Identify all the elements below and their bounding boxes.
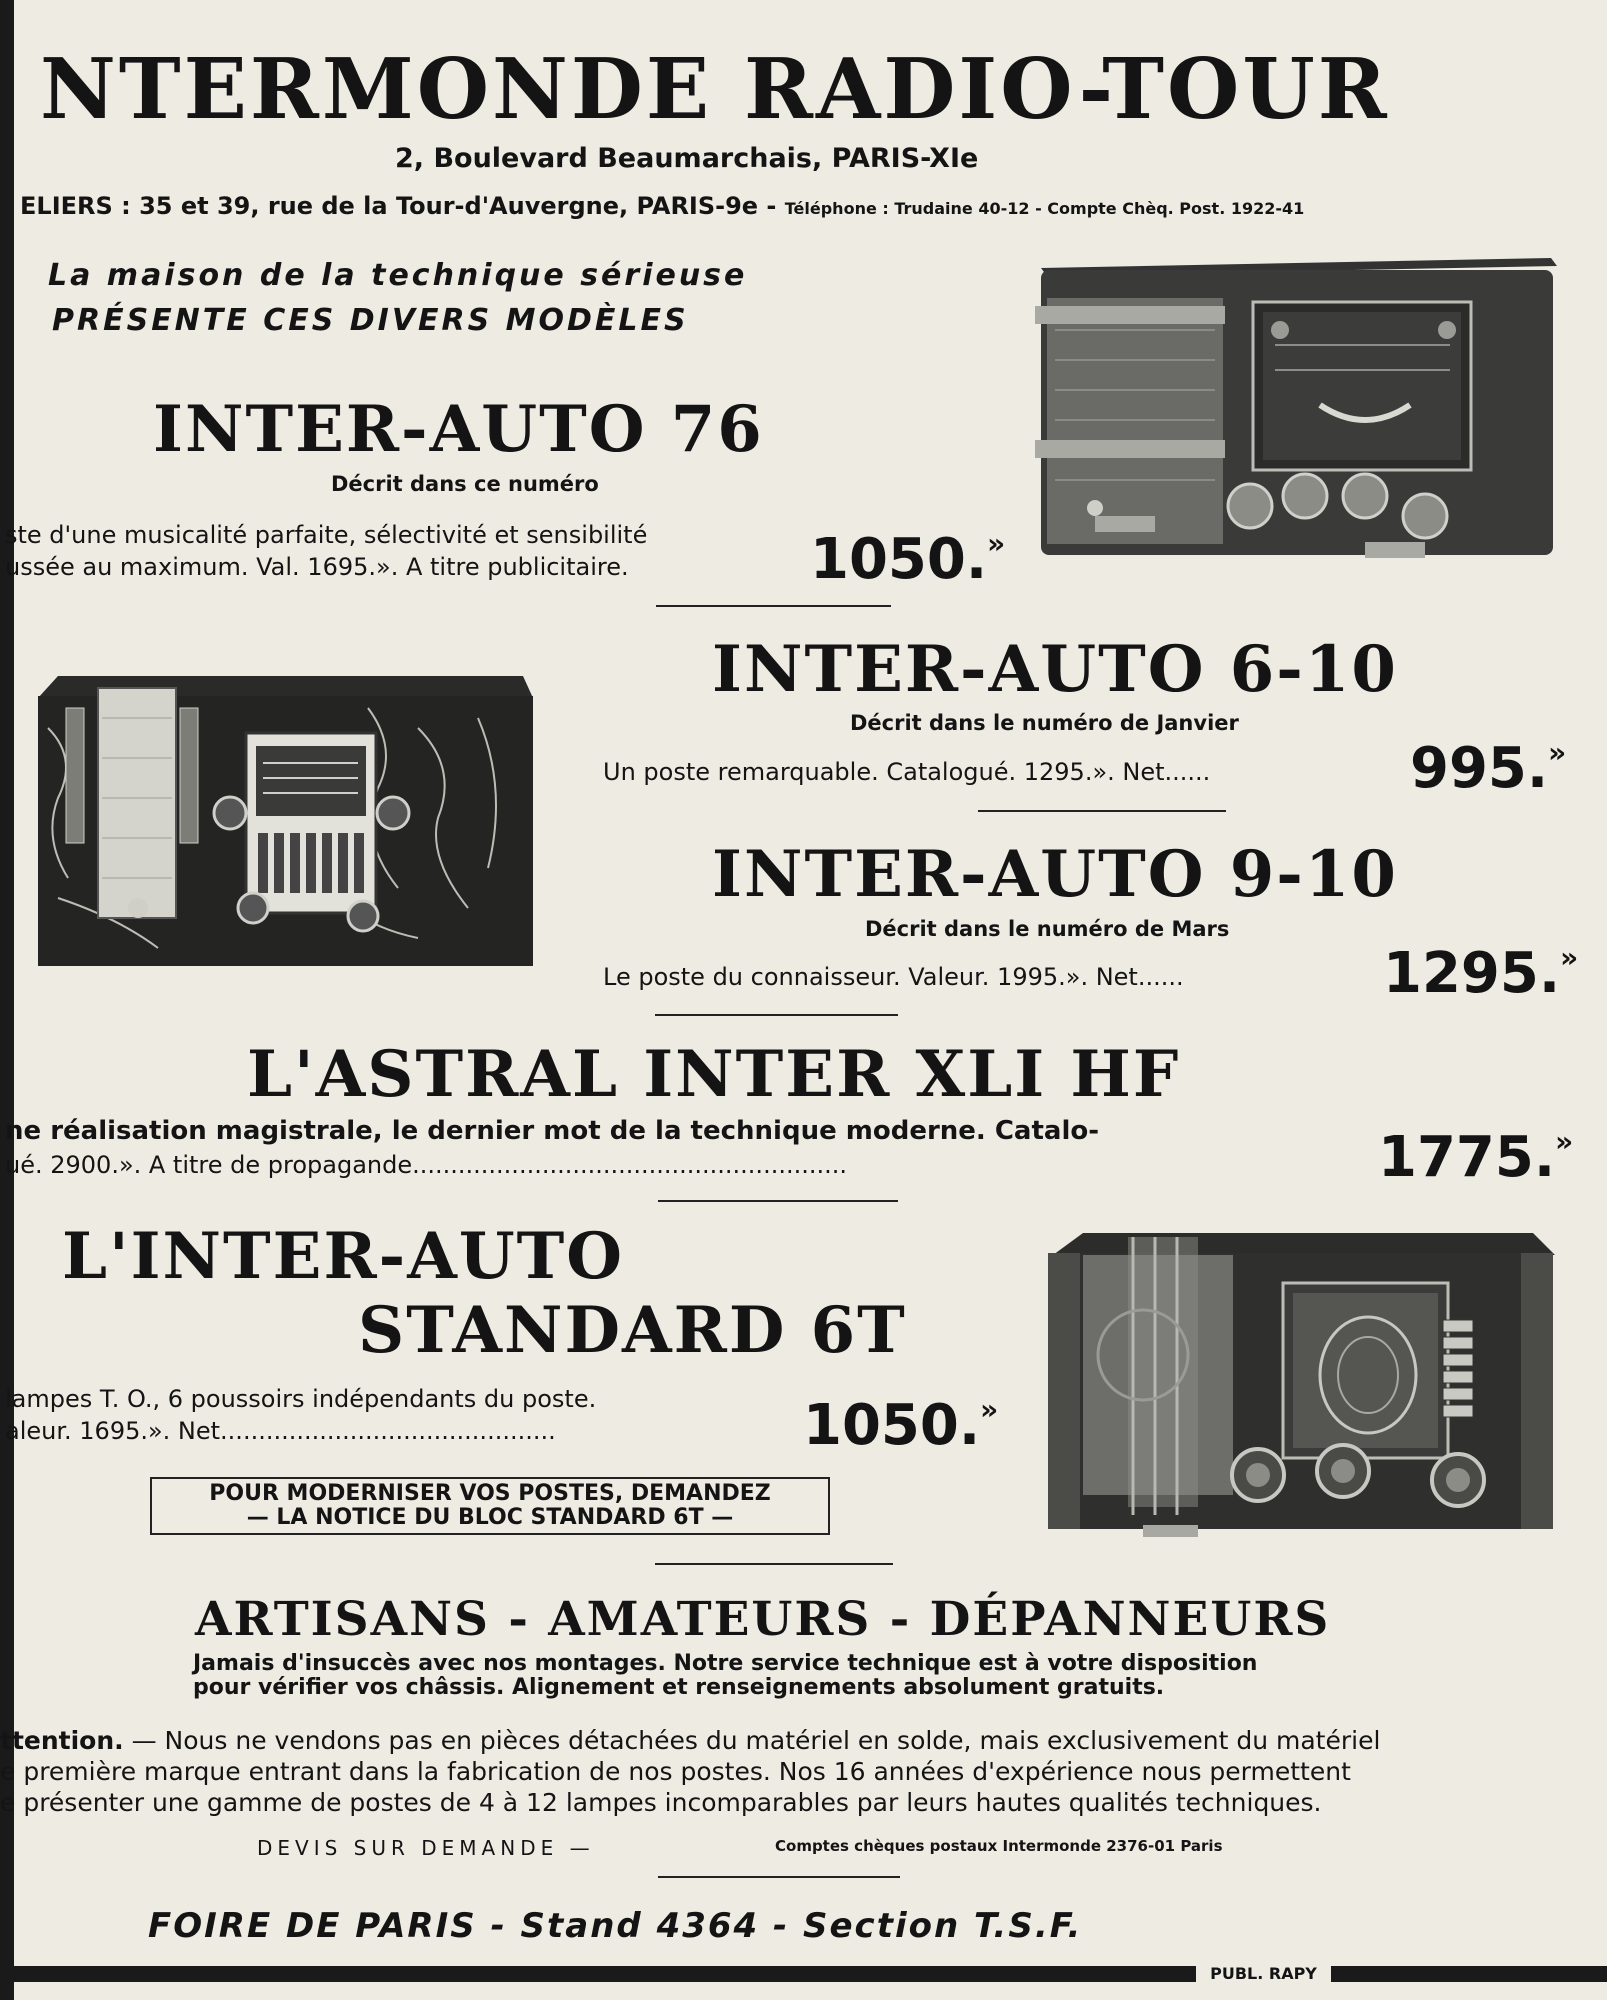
product-2-desc: Un poste remarquable. Catalogué. 1295.». Net......: [603, 758, 1211, 786]
product-5-name-line-1: L'INTER-AUTO: [62, 1219, 625, 1294]
product-4-desc-line-2: ué. 2900.». A titre de propagande.........................................................: [5, 1151, 847, 1179]
slogan-line-1: La maison de la technique sérieuse: [48, 258, 748, 293]
product-4-price-suffix: »: [1555, 1125, 1574, 1158]
product-2-subtitle: Décrit dans le numéro de Janvier: [850, 711, 1239, 735]
artisans-heading: ARTISANS - AMATEURS - DÉPANNEURS: [195, 1592, 1331, 1647]
product-1-price-suffix: »: [987, 527, 1006, 560]
divider-1: [656, 605, 891, 607]
attention-line-1: [0, 1726, 1380, 1755]
artisans-line-2: pour vérifier vos châssis. Alignement et renseignements absolument gratuits.: [193, 1675, 1165, 1700]
product-4-name: L'ASTRAL INTER XLI HF: [247, 1037, 1181, 1112]
product-1-desc-line-1: ste d'une musicalité parfaite, sélectivité et sensibilité: [5, 521, 648, 549]
publisher-credit: PUBL. RAPY: [1196, 1962, 1331, 1986]
divider-3: [655, 1014, 898, 1016]
divider-4: [658, 1200, 898, 1202]
main-address: 2, Boulevard Beaumarchais, PARIS-XIe: [395, 143, 979, 174]
notice-line-2: — LA NOTICE DU BLOC STANDARD 6T —: [246, 1505, 734, 1530]
workshop-address-main: ELIERS : 35 et 39, rue de la Tour-d'Auvergne, PARIS-9e -: [20, 192, 777, 220]
product-5-desc-line-2: aleur. 1695.». Net............................................: [5, 1417, 556, 1445]
product-1-subtitle: Décrit dans ce numéro: [331, 472, 599, 496]
product-4-price: [1378, 1125, 1574, 1190]
product-5-name-line-2: STANDARD 6T: [358, 1293, 907, 1368]
phone-and-account: Téléphone : Trudaine 40-12 - Compte Chèq. Post. 1922-41: [784, 199, 1305, 218]
slogan-line-2: PRÉSENTE CES DIVERS MODÈLES: [52, 303, 689, 338]
divider-5: [655, 1563, 893, 1565]
product-2-name: INTER-AUTO 6-10: [712, 632, 1398, 707]
attention-line-3: e présenter une gamme de postes de 4 à 12 lampes incomparables par leurs hautes qualités techniques.: [0, 1788, 1322, 1817]
product-3-price: [1383, 941, 1579, 1006]
foire-de-paris: FOIRE DE PARIS - Stand 4364 - Section T.S.F.: [148, 1906, 1083, 1946]
product-1-price-value: 1050.: [810, 527, 988, 592]
attention-label: ttention.: [0, 1726, 124, 1755]
divider-2: [978, 810, 1226, 812]
product-1-desc-line-2: ussée au maximum. Val. 1695.». A titre publicitaire.: [5, 553, 629, 581]
radio-photo-inter-auto-6-10: [38, 668, 538, 983]
product-3-subtitle: Décrit dans le numéro de Mars: [865, 917, 1230, 941]
product-3-desc: Le poste du connaisseur. Valeur. 1995.». Net......: [603, 963, 1184, 991]
product-3-price-value: 1295.: [1383, 941, 1561, 1006]
devis-left: DEVIS SUR DEMANDE —: [257, 1836, 595, 1860]
divider-6: [658, 1876, 900, 1878]
product-5-price-value: 1050.: [803, 1393, 981, 1458]
product-1-price: [810, 527, 1006, 592]
notice-box: [150, 1477, 830, 1535]
artisans-line-1: Jamais d'insuccès avec nos montages. Notre service technique est à votre disposition: [193, 1651, 1258, 1676]
attention-text-1: — Nous ne vendons pas en pièces détachées du matériel en solde, mais exclusivement du matériel: [123, 1726, 1381, 1755]
product-3-price-suffix: »: [1560, 941, 1579, 974]
company-title: NTERMONDE RADIO-TOUR: [40, 40, 1390, 138]
attention-line-2: e première marque entrant dans la fabrication de nos postes. Nos 16 années d'expérience nous permettent: [0, 1757, 1351, 1786]
workshop-address: [20, 192, 1304, 220]
notice-line-1: POUR MODERNISER VOS POSTES, DEMANDEZ: [209, 1481, 771, 1506]
product-5-price-suffix: »: [980, 1393, 999, 1426]
product-2-price-suffix: »: [1548, 736, 1567, 769]
product-5-price: [803, 1393, 999, 1458]
product-5-desc-line-1: lampes T. O., 6 poussoirs indépendants du poste.: [5, 1385, 597, 1413]
devis-right: Comptes chèques postaux Intermonde 2376-01 Paris: [775, 1837, 1223, 1855]
bottom-bar: [14, 1966, 1607, 1982]
product-4-desc-line-1: ne réalisation magistrale, le dernier mot de la technique moderne. Catalo-: [5, 1116, 1100, 1146]
product-2-price: [1410, 736, 1567, 801]
radio-photo-inter-auto-76: [1035, 250, 1563, 570]
product-1-name: INTER-AUTO 76: [153, 392, 764, 467]
product-4-price-value: 1775.: [1378, 1125, 1556, 1190]
page-edge-shadow: [0, 0, 14, 2000]
product-2-price-value: 995.: [1410, 736, 1549, 801]
radio-photo-inter-auto-standard-6t: [1043, 1225, 1558, 1547]
product-3-name: INTER-AUTO 9-10: [712, 837, 1398, 912]
